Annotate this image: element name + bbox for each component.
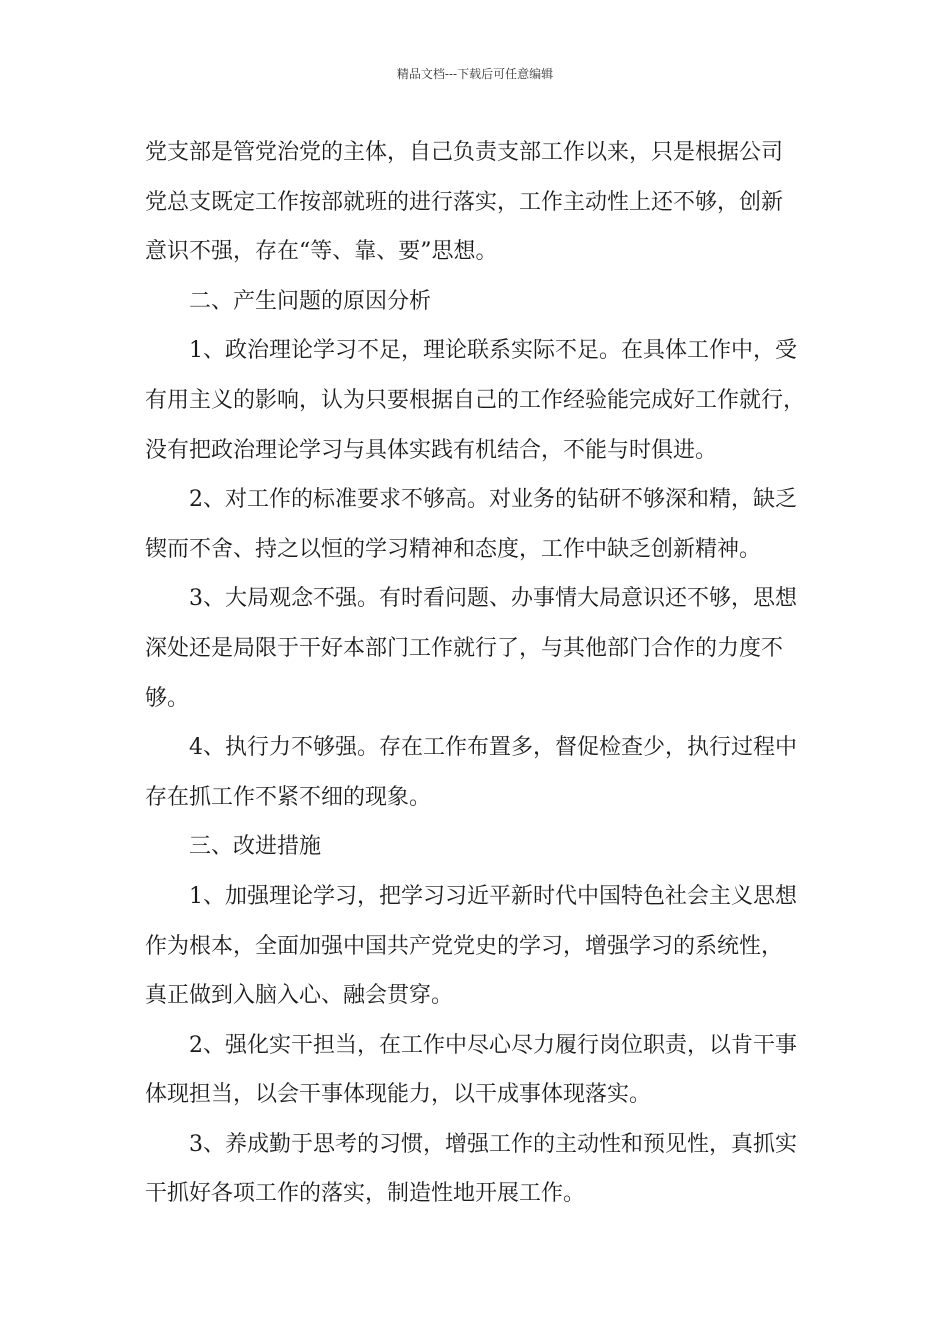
paragraph-measure-1: [145, 872, 815, 1021]
text-line: 有用主义的影响，认为只要根据自己的工作经验能完成好工作就行，: [145, 387, 806, 413]
text-line: 3、养成勤于思考的习惯，增强工作的主动性和预见性，真抓实: [189, 1131, 797, 1157]
text-line: 1、加强理论学习，把学习习近平新时代中国特色社会主义思想: [189, 883, 797, 909]
text-line: 体现担当，以会干事体现能力，以干成事体现落实。: [145, 1082, 652, 1108]
text-line: 2、对工作的标准要求不够高。对业务的钻研不够深和精，缺乏: [189, 487, 797, 513]
paragraph-measure-2: [145, 1021, 815, 1120]
heading-text: 三、改进措施: [189, 834, 322, 860]
page-header: 精品文档---下载后可任意编辑: [396, 67, 554, 81]
document-body: [145, 128, 815, 1219]
text-line: 没有把政治理论学习与具体实践有机结合，不能与时俱进。: [145, 437, 718, 463]
text-line: 4、执行力不够强。存在工作布置多，督促检查少，执行过程中: [189, 735, 797, 761]
paragraph-cause-4: [145, 723, 815, 822]
text-line: 真正做到入脑入心、融会贯穿。: [145, 983, 454, 1009]
text-line: 1、政治理论学习不足，理论联系实际不足。在具体工作中，受: [189, 338, 797, 364]
text-line: 党支部是管党治党的主体，自己负责支部工作以来，只是根据公司: [145, 140, 784, 165]
paragraph-measure-3: [145, 1120, 815, 1219]
text-line: 2、强化实干担当，在工作中尽心尽力履行岗位职责，以肯干事: [189, 1032, 797, 1058]
paragraph-cause-1: [145, 326, 815, 475]
text-line: 锲而不舍、持之以恒的学习精神和态度，工作中缺乏创新精神。: [145, 536, 762, 562]
text-line: 干抓好各项工作的落实，制造性地开展工作。: [145, 1181, 586, 1207]
section-heading-causes: [145, 277, 815, 327]
text-line: 存在抓工作不紧不细的现象。: [145, 784, 432, 810]
text-line: 作为根本，全面加强中国共产党党史的学习，增强学习的系统性，: [145, 933, 784, 959]
heading-text: 二、产生问题的原因分析: [189, 288, 432, 314]
paragraph-cause-2: [145, 475, 815, 574]
text-line: 意识不强，存在“等、靠、要”思想。: [145, 239, 498, 265]
text-line: 深处还是局限于干好本部门工作就行了，与其他部门合作的力度不: [145, 635, 784, 661]
paragraph-cause-3: [145, 574, 815, 723]
text-line: 党总支既定工作按部就班的进行落实，工作主动性上还不够，创新: [145, 189, 784, 215]
paragraph-intro: [145, 128, 815, 277]
text-line: 3、大局观念不强。有时看问题、办事情大局意识还不够，思想: [189, 586, 797, 612]
section-heading-measures: [145, 822, 815, 872]
text-line: 够。: [145, 685, 190, 711]
